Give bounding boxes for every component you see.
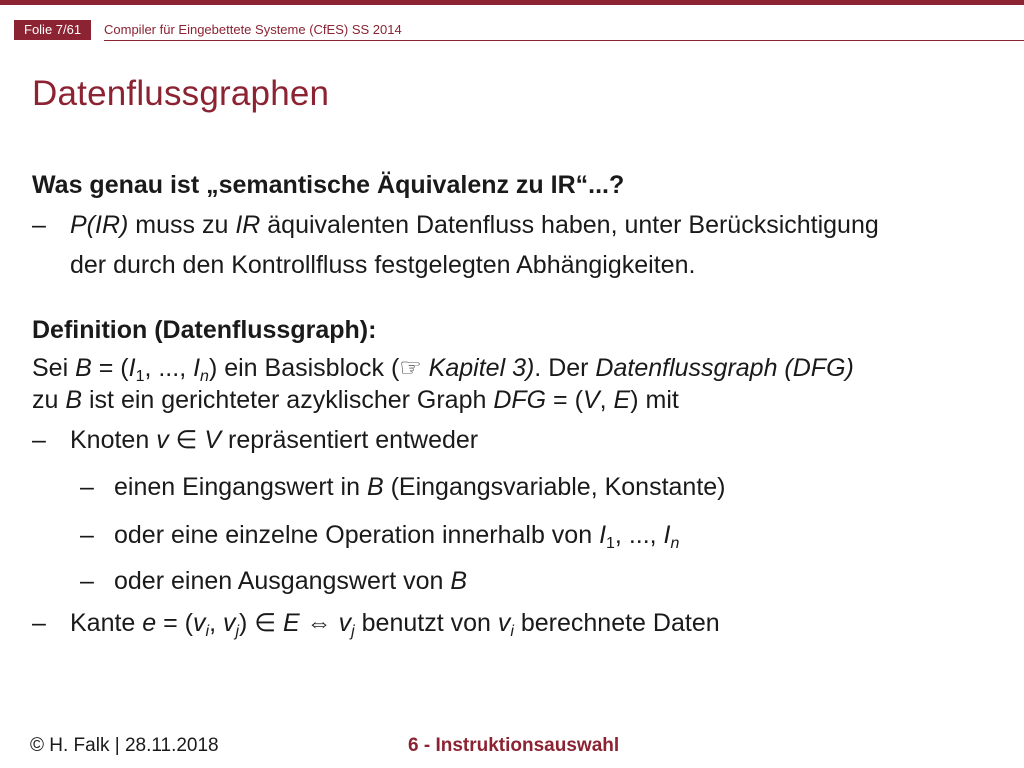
footer-chapter: 6 - Instruktionsauswahl [408, 735, 620, 756]
text: einen Eingangswert in [114, 473, 367, 501]
text: . Der [534, 354, 596, 382]
bullet-pir [32, 210, 879, 240]
text: = ( [156, 609, 194, 637]
subscript: n [200, 368, 209, 385]
subscript: 1 [135, 368, 145, 385]
top-rule [0, 0, 1024, 5]
var-v: V [582, 386, 600, 414]
bullet-kante [32, 608, 720, 638]
p-ir-term: P(IR) [70, 211, 129, 239]
header-rule [104, 40, 1024, 41]
subscript: n [670, 535, 680, 552]
var-e: e [142, 609, 157, 637]
text: muss zu [128, 211, 236, 239]
var-i: I [128, 354, 136, 382]
subscript: i [510, 623, 514, 640]
var-dfg: DFG [493, 386, 547, 414]
text: oder einen Ausgangswert von [114, 567, 451, 595]
slide-number-badge: Folie 7/61 [14, 20, 91, 40]
text: , [209, 609, 223, 637]
bullet-dash: – [32, 609, 46, 637]
iff-arrow-icon: ⇔ [299, 609, 339, 637]
bullet-dash: – [80, 567, 94, 595]
var-b: B [450, 567, 468, 595]
text: repräsentiert entweder [221, 426, 479, 454]
text: ) mit [630, 386, 679, 414]
var-e: E [283, 609, 300, 637]
subscript: 1 [606, 535, 615, 552]
footer-author-date: © H. Falk | 28.11.2018 [30, 735, 219, 756]
bullet-pir-line2: der durch den Kontrollfluss festgelegten Abhängigkeiten. [70, 251, 696, 279]
text: benutzt von [354, 609, 498, 637]
ir-term: IR [235, 211, 261, 239]
element-of-symbol: ∈ [168, 426, 205, 454]
var-b: B [366, 473, 384, 501]
definition-line-1 [32, 353, 854, 383]
sub-bullet-ausgang [80, 566, 467, 596]
var-e: E [613, 386, 631, 414]
subscript: i [205, 623, 210, 640]
text: oder eine einzelne Operation innerhalb von [114, 521, 600, 549]
bullet-dash: – [80, 521, 94, 549]
text: Knoten [70, 426, 157, 454]
course-title: Compiler für Eingebettete Systeme (CfES) SS 2014 [104, 22, 402, 37]
text: , [599, 386, 614, 414]
var-v: v [193, 609, 206, 637]
bullet-knoten [32, 425, 478, 455]
text: berechnete Daten [513, 609, 720, 637]
text: zu [32, 386, 66, 414]
text: Sei [32, 354, 76, 382]
sub-bullet-eingang [80, 472, 726, 502]
var-v: v [156, 426, 169, 454]
definition-heading: Definition (Datenflussgraph): [32, 316, 377, 344]
chapter-reference: Kapitel 3) [421, 354, 535, 382]
text: (Eingangsvariable, Konstante) [383, 473, 726, 501]
definition-line-2 [32, 385, 679, 415]
var-b: B [65, 386, 83, 414]
bullet-dash: – [32, 426, 46, 454]
var-v: V [204, 426, 222, 454]
text: = ( [91, 354, 129, 382]
dfg-term: Datenflussgraph (DFG) [595, 354, 854, 382]
var-b: B [75, 354, 92, 382]
var-v: v [497, 609, 511, 637]
element-of-symbol: ) ∈ [239, 609, 284, 637]
subscript: j [235, 623, 240, 640]
text: Kante [70, 609, 143, 637]
var-v: v [222, 609, 236, 637]
var-i: I [193, 354, 201, 382]
sub-bullet-operation [80, 520, 679, 550]
slide-title: Datenflussgraphen [32, 74, 330, 113]
bullet-dash: – [80, 473, 94, 501]
var-v: v [338, 609, 352, 637]
bullet-dash: – [32, 211, 46, 239]
text: äquivalenten Datenfluss haben, unter Berücksichtigung [260, 211, 879, 239]
var-i: I [663, 521, 671, 549]
question-heading: Was genau ist „semantische Äquivalenz zu IR“...? [32, 171, 625, 199]
text: ) ein Basisblock ( [208, 354, 400, 382]
text: ist ein gerichteter azyklischer Graph [82, 386, 494, 414]
text: , ..., [614, 521, 664, 549]
text: = ( [546, 386, 583, 414]
text: , ..., [144, 354, 194, 382]
subscript: j [351, 623, 355, 640]
pointing-hand-icon: ☞ [399, 354, 422, 382]
var-i: I [599, 521, 607, 549]
